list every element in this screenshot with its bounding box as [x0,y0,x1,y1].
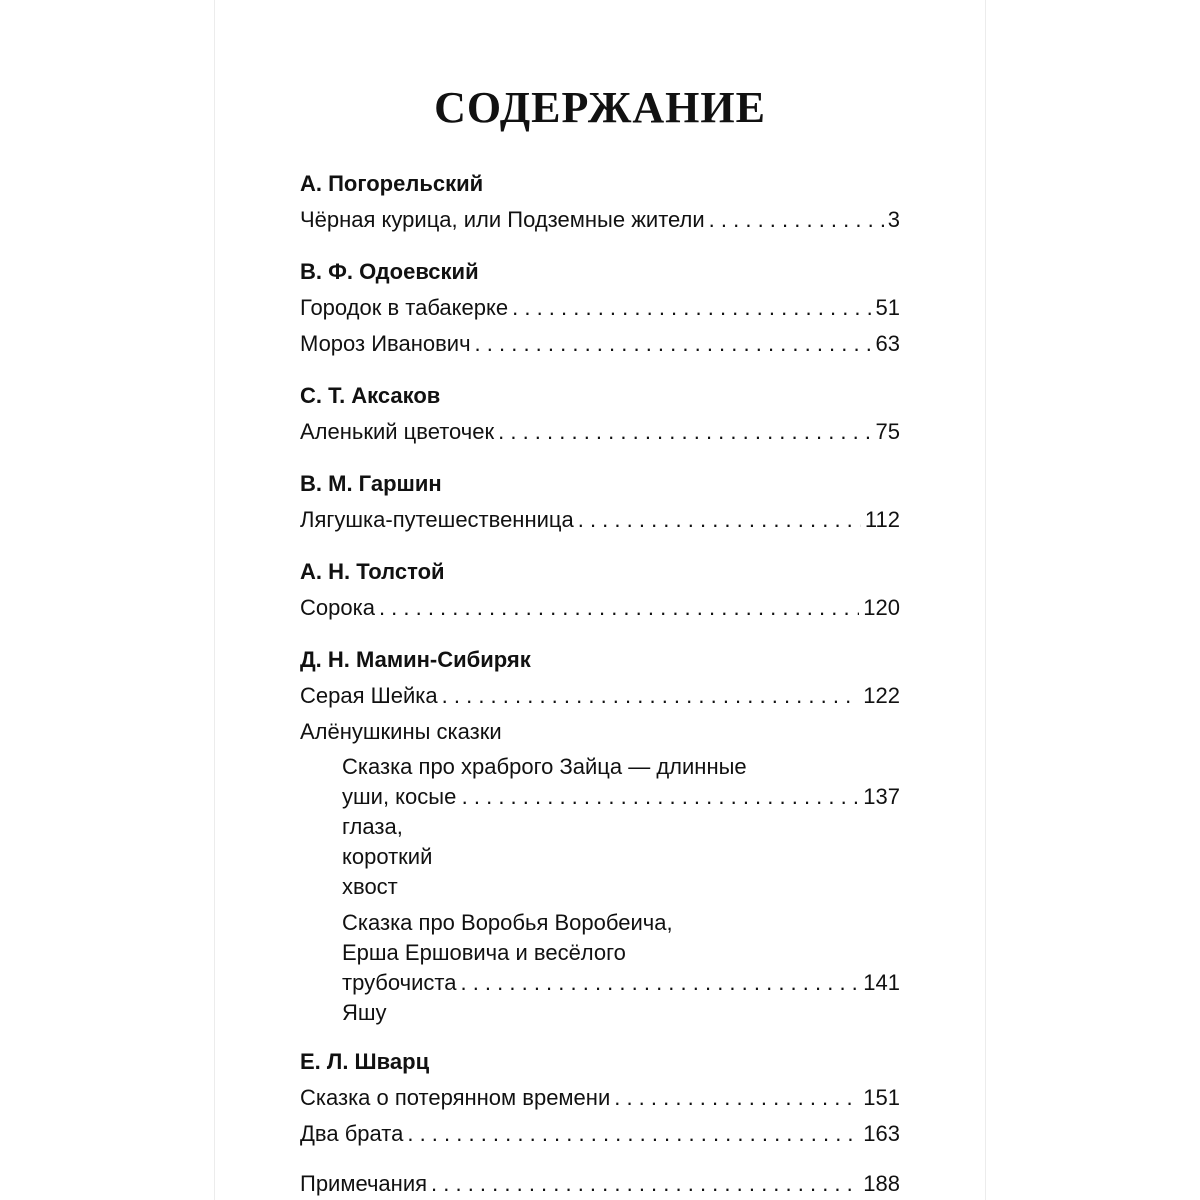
entry-title: Примечания [300,1171,428,1196]
toc-entry [300,1080,900,1116]
dot-leader [709,202,884,238]
author-heading: Д. Н. Мамин-Сибиряк [300,647,531,672]
entry-title-line: Ерша Ершовича и весёлого [342,940,626,965]
entry-title-line: Сказка про Воробья Воробеича, [342,910,673,935]
dot-leader [442,678,860,714]
author-heading: В. Ф. Одоевский [300,259,479,284]
entry-title: Серая Шейка [300,683,438,708]
toc-entry [300,590,900,626]
toc-entry [300,202,900,238]
toc-entry [300,502,900,538]
entry-title-line: Сказка про храброго Зайца — длинные [342,754,747,779]
dot-leader [614,1080,859,1116]
entry-title: Сказка о потерянном времени [300,1085,611,1110]
toc-entry-multiline [342,752,900,902]
dot-leader [475,326,872,362]
dot-leader [462,782,860,812]
dot-leader [379,590,859,626]
dot-leader [460,968,859,998]
entry-title-line: уши, косые глаза, короткий хвост [342,784,457,899]
entry-title: Аленький цветочек [300,419,495,444]
author-heading: В. М. Гаршин [300,471,442,496]
collection-title: Алёнушкины сказки [300,719,502,744]
dot-leader [578,502,861,538]
dot-leader [498,414,871,450]
toc-entry [300,414,900,450]
entry-title: Чёрная курица, или Подземные жители [300,207,705,232]
entry-title-line: трубочиста Яшу [342,970,457,1025]
page-number: 141 [863,970,900,995]
toc-entry [300,1116,900,1152]
page-number: 137 [863,784,900,809]
toc-entry-notes [300,1166,900,1200]
entry-title: Мороз Иванович [300,331,471,356]
dot-leader [431,1166,859,1200]
table-of-contents [300,166,900,1200]
toc-entry-multiline [342,908,900,1028]
author-heading: С. Т. Аксаков [300,383,441,408]
page-number: 188 [863,1171,900,1196]
page-number: 51 [875,295,900,320]
page-number: 151 [863,1085,900,1110]
dot-leader [407,1116,859,1152]
entry-title: Сорока [300,595,375,620]
author-heading: А. Н. Толстой [300,559,445,584]
page-number: 75 [875,419,900,444]
entry-title: Два брата [300,1121,404,1146]
page-number: 3 [887,207,900,232]
entry-title: Городок в табакерке [300,295,509,320]
dot-leader [512,290,871,326]
author-heading: А. Погорельский [300,171,484,196]
page-number: 120 [863,595,900,620]
page-title: СОДЕРЖАНИЕ [434,83,766,132]
toc-entry [300,290,900,326]
toc-entry [300,326,900,362]
entry-title: Лягушка-путешественница [300,507,574,532]
toc-entry [300,678,900,714]
page-number: 122 [863,683,900,708]
page-number: 112 [864,507,900,532]
page-number: 163 [863,1121,900,1146]
page-number: 63 [875,331,900,356]
author-heading: Е. Л. Шварц [300,1049,430,1074]
